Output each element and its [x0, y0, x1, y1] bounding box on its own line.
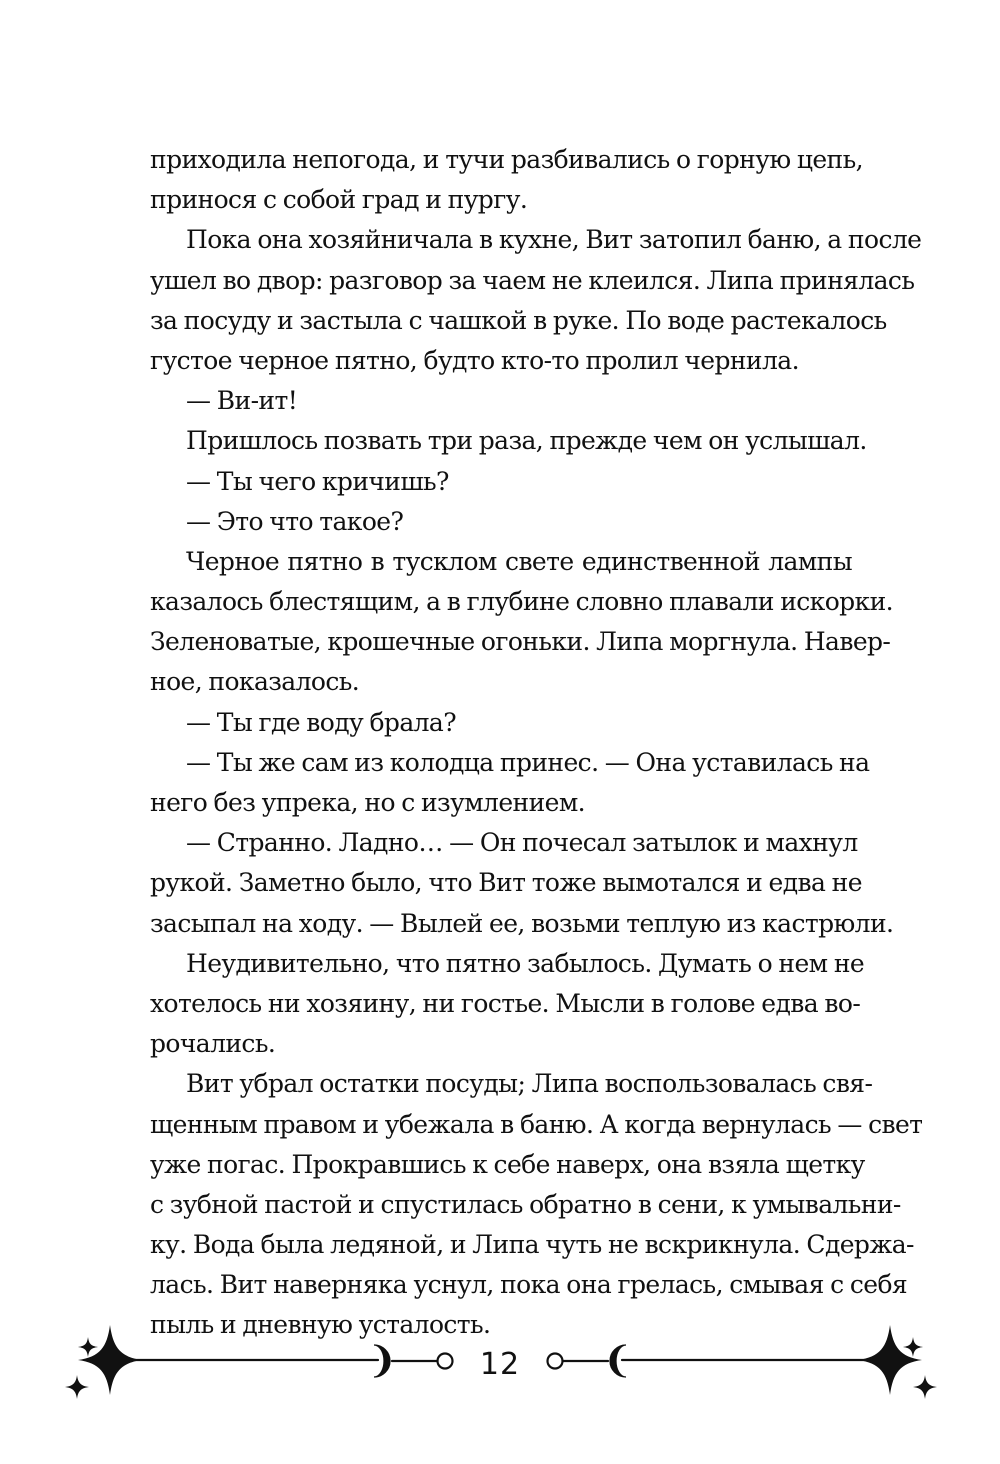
- text-line: казалось блестящим, а в глубине словно плавали искорки.: [150, 587, 893, 617]
- text-line: рочались.: [150, 1029, 276, 1059]
- text-line: лась. Вит наверняка уснул, пока она грелась, смывая с себя: [150, 1270, 908, 1300]
- text-line: с зубной пастой и спустилась обратно в сени, к умывальни-: [150, 1189, 901, 1219]
- text-line: ку. Вода была ледяной, и Липа чуть не вскрикнула. Сдержа-: [150, 1230, 914, 1260]
- text-line: — Это что такое?: [186, 506, 404, 536]
- text-line: рукой. Заметно было, что Вит тоже вымотался и едва не: [150, 868, 862, 898]
- body-text: [150, 140, 923, 1346]
- text-line: — Ты же сам из колодца принес. — Она уставилась на: [186, 747, 870, 777]
- small-star-icon-left-top: [78, 1337, 98, 1357]
- text-line: — Ты чего кричишь?: [186, 466, 449, 496]
- text-line: — Ты где воду брала?: [186, 707, 457, 737]
- text-line: приходила непогода, и тучи разбивались о горную цепь,: [150, 145, 863, 174]
- text-line: Зеленоватые, крошечные огоньки. Липа моргнула. Навер-: [150, 627, 891, 657]
- small-star-icon-left-bottom: [65, 1375, 89, 1399]
- text-line: ушел во двор: разговор за чаем не клеился. Липа принялась: [150, 265, 915, 295]
- text-line: — Ви-ит!: [186, 386, 298, 416]
- text-line: пыль и дневную усталость.: [150, 1310, 491, 1340]
- text-line: густое черное пятно, будто кто-то пролил чернила.: [150, 345, 799, 375]
- text-line: принося с собой град и пургу.: [150, 185, 528, 215]
- text-line: ное, показалось.: [150, 667, 360, 697]
- text-line: Вит убрал остатки посуды; Липа воспользовалась свя-: [186, 1069, 873, 1099]
- text-line: него без упрека, но с изумлением.: [150, 788, 586, 817]
- text-line: Неудивительно, что пятно забылось. Думать о нем не: [186, 948, 865, 978]
- text-line: за посуду и застыла с чашкой в руке. По воде растекалось: [150, 305, 887, 335]
- page-footer: [0, 1325, 1000, 1425]
- text-line: хотелось ни хозяину, ни гостье. Мысли в голове едва во-: [150, 988, 861, 1018]
- text-line: щенным правом и убежала в баню. А когда вернулась — свет: [150, 1109, 923, 1139]
- small-star-icon-right-top: [903, 1337, 923, 1357]
- text-line: — Странно. Ладно… — Он почесал затылок и махнул: [186, 828, 858, 858]
- page-number: 12: [479, 1347, 521, 1382]
- text-line: Пришлось позвать три раза, прежде чем он услышал.: [186, 426, 867, 456]
- small-star-icon-right-bottom: [913, 1375, 937, 1399]
- text-line: Пока она хозяйничала в кухне, Вит затопил баню, а после: [186, 225, 922, 255]
- text-line: засыпал на ходу. — Вылей ее, возьми теплую из кастрюли.: [150, 908, 894, 938]
- text-line: Черное пятно в тусклом свете единственной лампы: [186, 546, 852, 576]
- text-line: уже погас. Прокравшись к себе наверх, она взяла щетку: [150, 1149, 865, 1179]
